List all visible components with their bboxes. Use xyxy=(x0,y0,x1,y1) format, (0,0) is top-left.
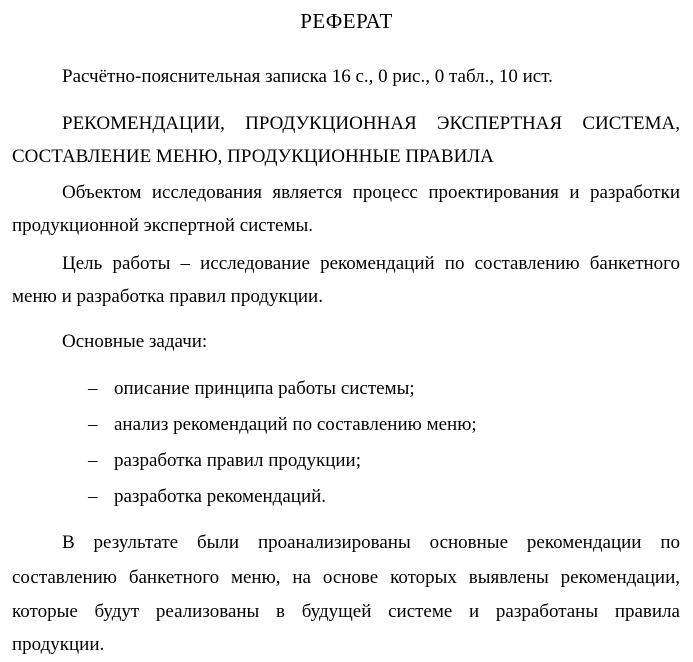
tasks-heading: Основные задачи: xyxy=(62,331,208,352)
list-bullet: – xyxy=(88,378,98,399)
object-line-1: Объектом исследования является процесс проектирования и разработки xyxy=(62,182,680,203)
list-bullet: – xyxy=(88,450,98,471)
list-bullet: – xyxy=(88,414,98,435)
goal-line-1: Цель работы – исследование рекомендаций по составлению банкетного xyxy=(62,253,680,274)
list-item-text: анализ рекомендаций по составлению меню; xyxy=(114,414,477,435)
keywords-line-1: РЕКОМЕНДАЦИИ, ПРОДУКЦИОННАЯ ЭКСПЕРТНАЯ СИСТЕМА, xyxy=(62,113,680,134)
result-line-1: В результате были проанализированы основные рекомендации по xyxy=(62,532,680,553)
list-item-text: описание принципа работы системы; xyxy=(114,378,415,399)
result-line-2: составлению банкетного меню, на основе которых выявлены рекомендации, xyxy=(12,567,680,588)
goal-line-2: меню и разработка правил продукции. xyxy=(12,286,323,307)
list-item-text: разработка рекомендаций. xyxy=(114,486,327,507)
keywords-line-2: СОСТАВЛЕНИЕ МЕНЮ, ПРОДУКЦИОННЫЕ ПРАВИЛА xyxy=(12,146,494,167)
summary-line: Расчётно-пояснительная записка 16 с., 0 рис., 0 табл., 10 ист. xyxy=(62,66,553,87)
list-bullet: – xyxy=(88,486,98,507)
object-line-2: продукционной экспертной системы. xyxy=(12,215,314,236)
document-title: РЕФЕРАТ xyxy=(300,9,393,33)
list-item-text: разработка правил продукции; xyxy=(114,450,361,471)
result-line-3: которые будут реализованы в будущей системе и разработаны правила xyxy=(12,601,680,622)
result-line-4: продукции. xyxy=(12,634,105,655)
